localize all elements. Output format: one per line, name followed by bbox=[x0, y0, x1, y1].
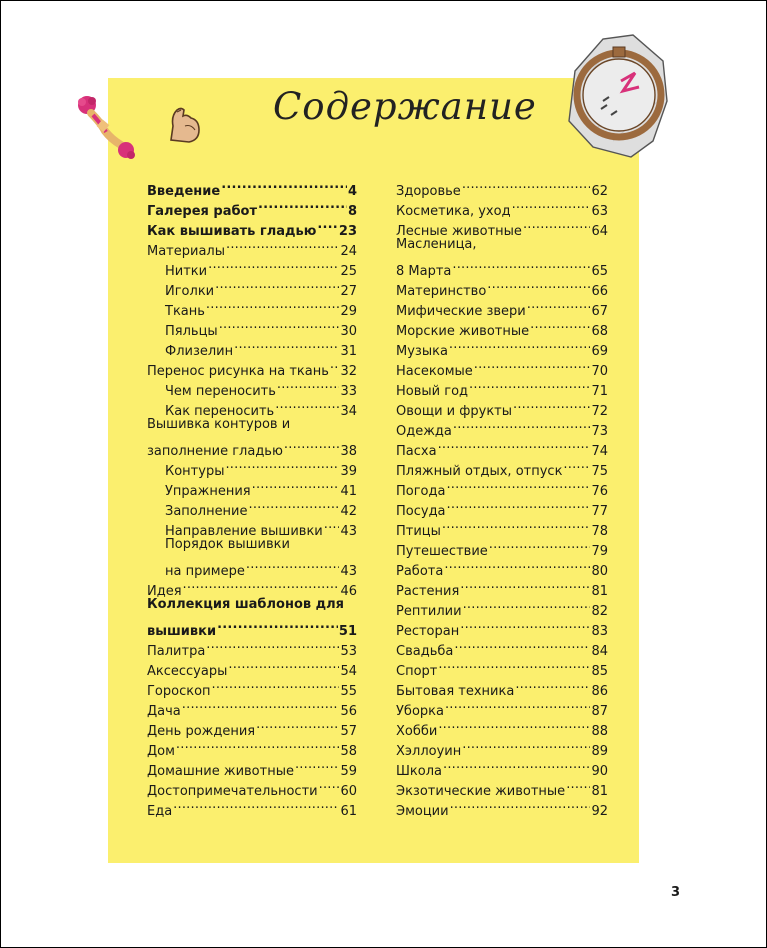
dot-leader bbox=[527, 295, 591, 315]
dot-leader bbox=[219, 315, 340, 335]
toc-entry-title: Иголки bbox=[165, 284, 215, 299]
toc-entry-page: 80 bbox=[591, 564, 608, 579]
dot-leader bbox=[447, 495, 591, 515]
toc-entry-page: 60 bbox=[340, 784, 357, 799]
toc-entry bbox=[147, 175, 357, 199]
dot-leader bbox=[212, 675, 340, 695]
dot-leader bbox=[295, 755, 339, 775]
toc-entry-title: Новый год bbox=[396, 384, 469, 399]
toc-entry-page: 86 bbox=[591, 684, 608, 699]
dot-leader bbox=[469, 375, 590, 395]
toc-entry-title: Лесные животные bbox=[396, 224, 522, 239]
toc-entry-page: 54 bbox=[340, 664, 357, 679]
toc-entry bbox=[147, 555, 357, 579]
toc-entry-page: 63 bbox=[591, 204, 608, 219]
toc-left-column bbox=[147, 175, 357, 819]
dot-leader bbox=[221, 175, 347, 195]
page-title: Содержание bbox=[273, 85, 537, 128]
dot-leader bbox=[208, 255, 339, 275]
toc-entry-title: Заполнение bbox=[165, 504, 248, 519]
dot-leader bbox=[444, 555, 590, 575]
toc-entry-page: 24 bbox=[340, 244, 357, 259]
dot-leader bbox=[442, 515, 591, 535]
toc-entry-title: Погода bbox=[396, 484, 446, 499]
toc-entry bbox=[396, 255, 608, 279]
toc-entry-title: Школа bbox=[396, 764, 442, 779]
dot-leader bbox=[249, 495, 340, 515]
toc-entry-page: 23 bbox=[338, 224, 357, 239]
dot-leader bbox=[277, 375, 340, 395]
toc-entry-title: Путешествие bbox=[396, 544, 488, 559]
toc-entry-title: вышивки bbox=[147, 624, 217, 639]
toc-entry-page: 76 bbox=[591, 484, 608, 499]
toc-entry-page: 90 bbox=[591, 764, 608, 779]
dot-leader bbox=[215, 275, 339, 295]
dot-leader bbox=[258, 195, 347, 215]
toc-entry-title: Гороскоп bbox=[147, 684, 211, 699]
toc-entry bbox=[147, 755, 357, 779]
dot-leader bbox=[563, 455, 590, 475]
toc-entry-page: 4 bbox=[347, 184, 357, 199]
toc-entry-title: Ресторан bbox=[396, 624, 460, 639]
dot-leader bbox=[217, 615, 338, 635]
toc-entry-title: Пасха bbox=[396, 444, 437, 459]
dot-leader bbox=[182, 695, 340, 715]
toc-entry-title: Морские животные bbox=[396, 324, 530, 339]
toc-entry-page: 39 bbox=[340, 464, 357, 479]
dot-leader bbox=[438, 715, 590, 735]
dot-leader bbox=[438, 435, 591, 455]
dot-leader bbox=[438, 655, 590, 675]
toc-entry-title: Косметика, уход bbox=[396, 204, 511, 219]
toc-entry-page: 73 bbox=[591, 424, 608, 439]
toc-entry-page: 34 bbox=[340, 404, 357, 419]
toc-entry-page: 82 bbox=[591, 604, 608, 619]
toc-entry-page: 69 bbox=[591, 344, 608, 359]
dot-leader bbox=[234, 335, 339, 355]
toc-entry-page: 33 bbox=[340, 384, 357, 399]
dot-leader bbox=[206, 635, 339, 655]
toc-entry-title: Контуры bbox=[165, 464, 225, 479]
dot-leader bbox=[462, 175, 591, 195]
toc-entry-title: Растения bbox=[396, 584, 460, 599]
toc-entry bbox=[147, 795, 357, 819]
toc-entry bbox=[147, 735, 357, 759]
toc-entry-title: Введение bbox=[147, 184, 221, 199]
dot-leader bbox=[445, 695, 590, 715]
toc-entry-title: Еда bbox=[147, 804, 173, 819]
toc-entry-title: Пляжный отдых, отпуск bbox=[396, 464, 563, 479]
dot-leader bbox=[474, 355, 591, 375]
toc-entry-title: Одежда bbox=[396, 424, 452, 439]
toc-entry-page: 81 bbox=[591, 584, 608, 599]
toc-entry-title: Материалы bbox=[147, 244, 225, 259]
toc-entry-title: на примере bbox=[165, 564, 245, 579]
toc-entry-page: 79 bbox=[591, 544, 608, 559]
toc-entry-title: Ткань bbox=[165, 304, 205, 319]
toc-entry-page: 87 bbox=[591, 704, 608, 719]
toc-entry-page: 43 bbox=[340, 564, 357, 579]
toc-entry-page: 71 bbox=[591, 384, 608, 399]
toc-entry-page: 32 bbox=[340, 364, 357, 379]
toc-entry-title: заполнение гладью bbox=[147, 444, 283, 459]
dot-leader bbox=[523, 215, 591, 235]
page-number: 3 bbox=[671, 885, 681, 900]
toc-entry-page: 29 bbox=[340, 304, 357, 319]
toc-entry-page: 53 bbox=[340, 644, 357, 659]
dot-leader bbox=[446, 475, 590, 495]
toc-entry-title: Бытовая техника bbox=[396, 684, 515, 699]
dot-leader bbox=[513, 395, 590, 415]
toc-entry-page: 70 bbox=[591, 364, 608, 379]
toc-entry-page: 59 bbox=[340, 764, 357, 779]
dot-leader bbox=[275, 395, 339, 415]
toc-entry-title: Экзотические животные bbox=[396, 784, 566, 799]
dot-leader bbox=[512, 195, 591, 215]
embroidery-floss-icon bbox=[71, 93, 141, 161]
toc-entry-title: Аксессуары bbox=[147, 664, 228, 679]
dot-leader bbox=[173, 795, 339, 815]
toc-entry-page: 89 bbox=[591, 744, 608, 759]
toc-entry-title: Вышивка контуров и bbox=[147, 417, 291, 432]
embroidery-hoop-icon bbox=[563, 31, 673, 161]
dot-leader bbox=[176, 735, 340, 755]
toc-entry-page: 83 bbox=[591, 624, 608, 639]
dot-leader bbox=[566, 775, 590, 795]
dot-leader bbox=[252, 475, 340, 495]
toc-entry-page: 61 bbox=[340, 804, 357, 819]
toc-entry-title: Посуда bbox=[396, 504, 446, 519]
toc-entry-page: 25 bbox=[340, 264, 357, 279]
toc-entry-title: Хобби bbox=[396, 724, 438, 739]
toc-entry bbox=[147, 595, 357, 615]
toc-entry bbox=[147, 535, 357, 555]
dot-leader bbox=[206, 295, 340, 315]
toc-entry-page: 62 bbox=[591, 184, 608, 199]
toc-entry-title: Нитки bbox=[165, 264, 208, 279]
dot-leader bbox=[226, 235, 339, 255]
dot-leader bbox=[530, 315, 590, 335]
dot-leader bbox=[324, 515, 340, 535]
toc-entry-page: 65 bbox=[591, 264, 608, 279]
toc-entry-page: 74 bbox=[591, 444, 608, 459]
toc-entry-page: 42 bbox=[340, 504, 357, 519]
toc-entry-page: 30 bbox=[340, 324, 357, 339]
toc-entry-title: Мифические звери bbox=[396, 304, 526, 319]
toc-entry-title: Здоровье bbox=[396, 184, 461, 199]
dot-leader bbox=[487, 275, 590, 295]
toc-entry-page: 38 bbox=[340, 444, 357, 459]
toc-entry-page: 92 bbox=[591, 804, 608, 819]
toc-entry-title: Чем переносить bbox=[165, 384, 276, 399]
flexed-arm-icon bbox=[165, 104, 205, 146]
dot-leader bbox=[256, 715, 339, 735]
toc-entry bbox=[147, 415, 357, 435]
toc-entry-title: Уборка bbox=[396, 704, 444, 719]
toc-entry-page: 58 bbox=[340, 744, 357, 759]
toc-entry-title: Домашние животные bbox=[147, 764, 294, 779]
dot-leader bbox=[228, 655, 339, 675]
toc-entry-title: Как вышивать гладью bbox=[147, 224, 317, 239]
toc-entry-title: Флизелин bbox=[165, 344, 234, 359]
toc-entry-page: 41 bbox=[340, 484, 357, 499]
toc-entry-title: Дом bbox=[147, 744, 175, 759]
toc-entry-page: 85 bbox=[591, 664, 608, 679]
toc-entry-title: Коллекция шаблонов для bbox=[147, 597, 344, 612]
toc-entry-title: Работа bbox=[396, 564, 444, 579]
toc-entry-title: 8 Марта bbox=[396, 264, 452, 279]
toc-entry-page: 67 bbox=[591, 304, 608, 319]
toc-entry-title: Хэллоуин bbox=[396, 744, 462, 759]
toc-entry-page: 64 bbox=[591, 224, 608, 239]
dot-leader bbox=[460, 575, 590, 595]
dot-leader bbox=[246, 555, 340, 575]
toc-entry-title: Музыка bbox=[396, 344, 448, 359]
toc-entry-page: 75 bbox=[591, 464, 608, 479]
toc-entry-title: Рептилии bbox=[396, 604, 462, 619]
toc-entry-page: 81 bbox=[591, 784, 608, 799]
toc-entry-page: 77 bbox=[591, 504, 608, 519]
toc-entry bbox=[147, 435, 357, 459]
dot-leader bbox=[225, 455, 339, 475]
dot-leader bbox=[450, 795, 591, 815]
toc-entry-title: Направление вышивки bbox=[165, 524, 323, 539]
toc-entry bbox=[396, 175, 608, 199]
toc-entry-title: Дача bbox=[147, 704, 181, 719]
toc-entry-title: Порядок вышивки bbox=[165, 537, 290, 552]
toc-entry-title: Галерея работ bbox=[147, 204, 258, 219]
toc-entry-title: Насекомые bbox=[396, 364, 473, 379]
toc-entry-title: Овощи и фрукты bbox=[396, 404, 513, 419]
dot-leader bbox=[330, 355, 340, 375]
dot-leader bbox=[489, 535, 591, 555]
dot-leader bbox=[183, 575, 340, 595]
toc-entry-title: Пяльцы bbox=[165, 324, 218, 339]
toc-entry-title: День рождения bbox=[147, 724, 256, 739]
toc-entry-title: Масленица, bbox=[396, 237, 477, 252]
dot-leader bbox=[463, 595, 591, 615]
dot-leader bbox=[317, 215, 338, 235]
dot-leader bbox=[462, 735, 590, 755]
toc-entry-title: Как переносить bbox=[165, 404, 275, 419]
toc-entry-page: 55 bbox=[340, 684, 357, 699]
dot-leader bbox=[460, 615, 590, 635]
toc-entry-title: Эмоции bbox=[396, 804, 449, 819]
toc-entry-title: Материнство bbox=[396, 284, 487, 299]
toc-entry-page: 78 bbox=[591, 524, 608, 539]
toc-entry-page: 51 bbox=[338, 624, 357, 639]
toc-entry-title: Свадьба bbox=[396, 644, 454, 659]
dot-leader bbox=[319, 775, 340, 795]
toc-entry-page: 57 bbox=[340, 724, 357, 739]
dot-leader bbox=[443, 755, 590, 775]
toc-entry-title: Упражнения bbox=[165, 484, 251, 499]
toc-entry-title: Достопримечательности bbox=[147, 784, 318, 799]
toc-entry-page: 66 bbox=[591, 284, 608, 299]
toc-entry-page: 88 bbox=[591, 724, 608, 739]
toc-entry-title: Спорт bbox=[396, 664, 438, 679]
toc-entry-title: Птицы bbox=[396, 524, 441, 539]
toc-entry-title: Перенос рисунка на ткань bbox=[147, 364, 329, 379]
toc-entry-page: 8 bbox=[347, 204, 357, 219]
toc-entry-title: Палитра bbox=[147, 644, 206, 659]
toc-entry-title: Идея bbox=[147, 584, 182, 599]
toc-entry-page: 43 bbox=[340, 524, 357, 539]
toc-entry-page: 72 bbox=[591, 404, 608, 419]
toc-entry-page: 56 bbox=[340, 704, 357, 719]
dot-leader bbox=[452, 255, 590, 275]
dot-leader bbox=[454, 635, 590, 655]
toc-right-column bbox=[396, 175, 608, 819]
toc-entry-page: 27 bbox=[340, 284, 357, 299]
toc-entry bbox=[147, 615, 357, 639]
toc-entry-page: 84 bbox=[591, 644, 608, 659]
toc-entry-page: 68 bbox=[591, 324, 608, 339]
dot-leader bbox=[515, 675, 590, 695]
toc-entry-page: 46 bbox=[340, 584, 357, 599]
dot-leader bbox=[453, 415, 591, 435]
toc-entry-page: 31 bbox=[340, 344, 357, 359]
dot-leader bbox=[449, 335, 591, 355]
dot-leader bbox=[284, 435, 340, 455]
